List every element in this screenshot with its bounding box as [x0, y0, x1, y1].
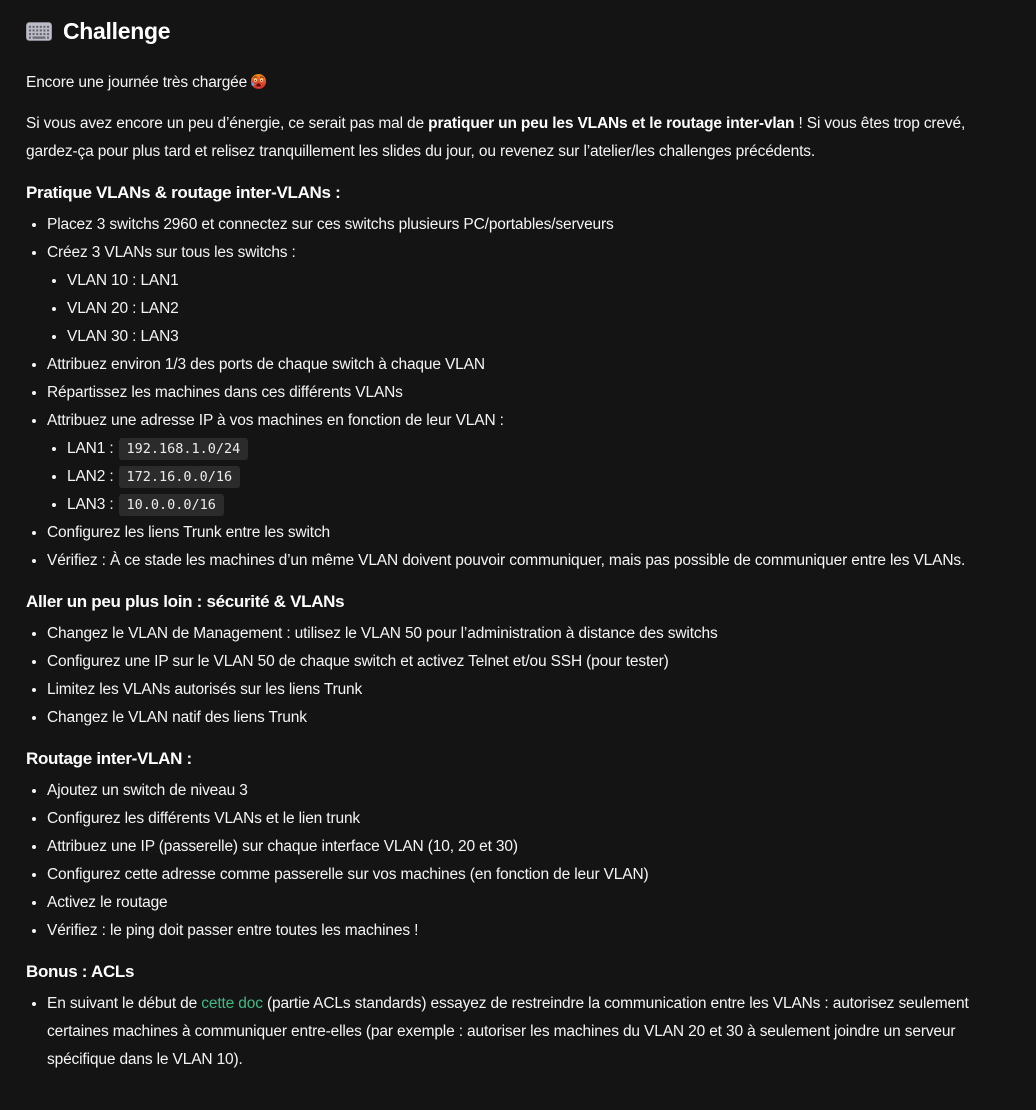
intro-before-bold: Si vous avez encore un peu d’énergie, ce serait pas mal de	[26, 115, 429, 132]
list-item-text: VLAN 10 : LAN1	[67, 272, 179, 289]
list-item	[47, 547, 1010, 575]
list-item	[47, 379, 1010, 407]
list-item	[67, 295, 1010, 323]
list-item-text: Créez 3 VLANs sur tous les switchs :	[47, 244, 296, 261]
list-item-lan3	[67, 491, 1010, 519]
list-item	[47, 239, 1010, 351]
list-item-text: Changez le VLAN natif des liens Trunk	[47, 709, 307, 726]
lan3-cidr-code: 10.0.0.0/16	[119, 494, 224, 516]
list-item	[47, 519, 1010, 547]
list-item	[47, 889, 1010, 917]
bonus-list	[26, 990, 1010, 1074]
lan-label: LAN3 :	[67, 496, 114, 513]
list-item-text: Ajoutez un switch de niveau 3	[47, 782, 248, 799]
list-item-text: Placez 3 switchs 2960 et connectez sur ces switchs plusieurs PC/portables/serveurs	[47, 216, 614, 233]
acl-doc-link[interactable]: cette doc	[201, 995, 263, 1012]
list-item	[67, 267, 1010, 295]
list-item	[47, 407, 1010, 519]
list-item	[47, 676, 1010, 704]
hot-face-emoji	[250, 72, 267, 100]
intro-greeting-text: Encore une journée très chargée	[26, 74, 248, 91]
intro-after-bold: ! Si vous êtes trop crevé, gardez-ça pour plus tard et relisez tranquillement les slides du jour, ou revenez sur l’atelier/les challenges précédents.	[26, 115, 966, 160]
list-item	[47, 777, 1010, 805]
list-item-lan2	[67, 463, 1010, 491]
list-item-text: Attribuez une IP (passerelle) sur chaque interface VLAN (10, 20 et 30)	[47, 838, 518, 855]
list-item-lan1	[67, 435, 1010, 463]
list-item-text: VLAN 30 : LAN3	[67, 328, 179, 345]
intro-bold-text: pratiquer un peu les VLANs et le routage inter-vlan	[428, 115, 795, 132]
list-item-text: Attribuez environ 1/3 des ports de chaque switch à chaque VLAN	[47, 356, 485, 373]
section-heading-bonus: Bonus : ACLs	[26, 962, 135, 981]
list-item	[47, 648, 1010, 676]
lan1-cidr-code: 192.168.1.0/24	[119, 438, 249, 460]
section-heading-practice: Pratique VLANs & routage inter-VLANs :	[26, 183, 341, 202]
list-item-text: Configurez les différents VLANs et le lien trunk	[47, 810, 361, 827]
lan-sublist	[47, 435, 1010, 519]
bonus-before-link: En suivant le début de	[47, 995, 202, 1012]
page-title	[26, 18, 1010, 45]
intro-greeting	[26, 69, 1010, 100]
list-item-text: Configurez une IP sur le VLAN 50 de chaque switch et activez Telnet et/ou SSH (pour tester)	[47, 653, 669, 670]
list-item	[47, 351, 1010, 379]
list-item-text: Attribuez une adresse IP à vos machines en fonction de leur VLAN :	[47, 412, 504, 429]
lan-label: LAN1 :	[67, 440, 114, 457]
lan2-cidr-code: 172.16.0.0/16	[119, 466, 241, 488]
list-item-text: Changez le VLAN de Management : utilisez le VLAN 50 pour l’administration à distance des switchs	[47, 625, 718, 642]
list-item	[47, 211, 1010, 239]
bonus-after-link: (partie ACLs standards) essayez de restreindre la communication entre les VLANs : autorisez seulement certaines machines à communiquer entre-elles (par exemple : autoriser les machines du VLAN 20 et 30 à seulement joindre un serveur spécifique dans le VLAN 10).	[47, 995, 969, 1068]
practice-list	[26, 211, 1010, 575]
list-item-text: Limitez les VLANs autorisés sur les liens Trunk	[47, 681, 363, 698]
list-item	[47, 917, 1010, 945]
routing-list	[26, 777, 1010, 945]
list-item-text: Vérifiez : À ce stade les machines d’un même VLAN doivent pouvoir communiquer, mais pas possible de communiquer entre les VLANs.	[47, 552, 966, 569]
list-item-text: Vérifiez : le ping doit passer entre toutes les machines !	[47, 922, 419, 939]
list-item	[47, 704, 1010, 732]
list-item	[47, 861, 1010, 889]
list-item-bonus	[47, 990, 1010, 1074]
vlan-sublist	[47, 267, 1010, 351]
list-item-text: Répartissez les machines dans ces différents VLANs	[47, 384, 403, 401]
list-item	[47, 620, 1010, 648]
list-item	[67, 323, 1010, 351]
list-item-text: Configurez les liens Trunk entre les switch	[47, 524, 331, 541]
list-item	[47, 833, 1010, 861]
section-heading-routing: Routage inter-VLAN :	[26, 749, 192, 768]
list-item-text: Configurez cette adresse comme passerelle sur vos machines (en fonction de leur VLAN)	[47, 866, 649, 883]
lan-label: LAN2 :	[67, 468, 114, 485]
keyboard-icon	[26, 22, 52, 41]
security-list	[26, 620, 1010, 732]
page-title-text: Challenge	[63, 18, 171, 44]
section-heading-security: Aller un peu plus loin : sécurité & VLANs	[26, 592, 345, 611]
intro-paragraph	[26, 110, 1010, 166]
list-item	[47, 805, 1010, 833]
list-item-text: Activez le routage	[47, 894, 168, 911]
list-item-text: VLAN 20 : LAN2	[67, 300, 179, 317]
